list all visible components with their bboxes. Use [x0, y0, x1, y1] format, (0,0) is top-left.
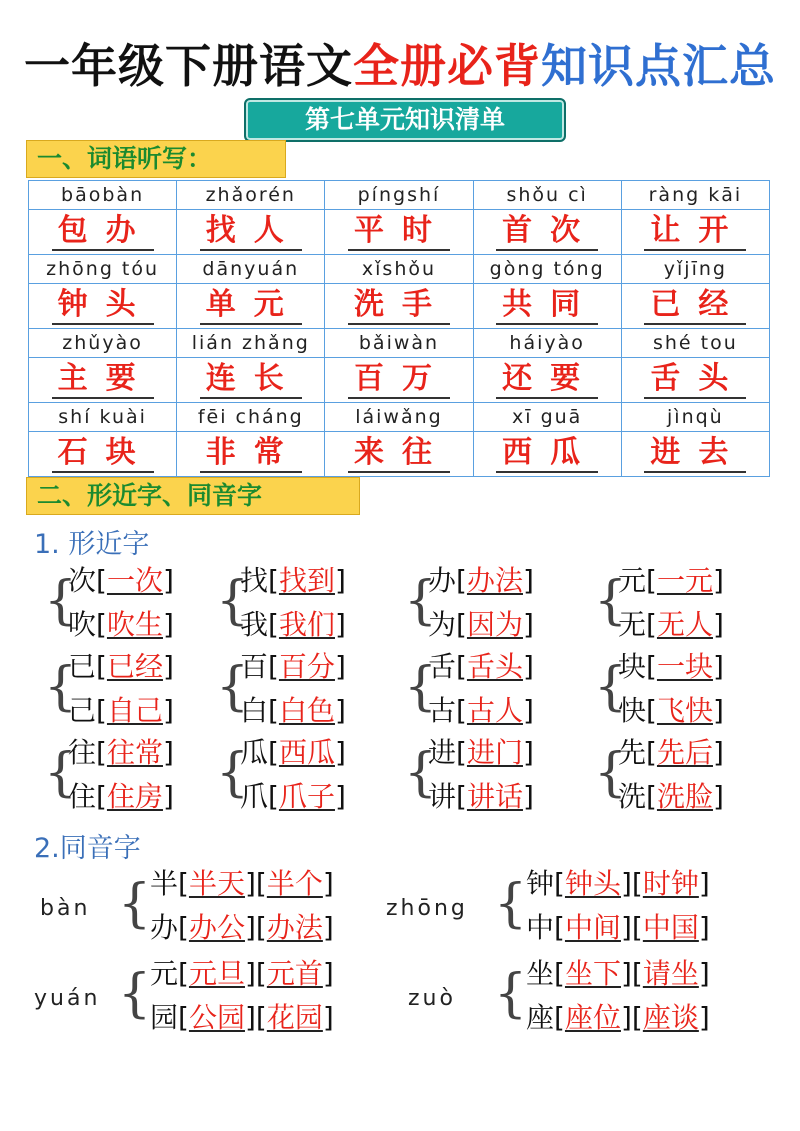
base-char: 快 — [618, 694, 647, 727]
bracket-close: ] — [162, 608, 174, 641]
hanzi-row — [29, 358, 770, 403]
example-word: 先后 — [656, 736, 713, 769]
example-word: 舌头 — [466, 650, 523, 683]
pinyin-cell: shé tou — [621, 329, 769, 358]
bracket-close: ] — [620, 911, 632, 944]
similar-char-line — [428, 735, 534, 771]
hanzi-cell — [621, 210, 769, 255]
base-char: 座 — [526, 1001, 555, 1034]
base-char: 瓜 — [240, 736, 269, 769]
example-word: 已经 — [106, 650, 163, 683]
bracket-open: [ — [255, 1001, 267, 1034]
hanzi-word: 西瓜 — [496, 435, 598, 473]
similar-char-line — [428, 779, 534, 815]
example-word: 一次 — [106, 564, 163, 597]
bracket-open: [ — [554, 867, 565, 900]
example-word: 半个 — [266, 867, 323, 900]
title-part-3: 知识点汇总 — [541, 39, 776, 93]
example-word: 洗脸 — [656, 780, 713, 813]
example-word: 因为 — [466, 608, 523, 641]
base-char: 元 — [150, 957, 179, 990]
section-header-similar: 二、形近字、同音字 — [26, 477, 360, 515]
example-word: 爪子 — [278, 780, 335, 813]
bracket-close: ] — [712, 694, 724, 727]
hanzi-word: 舌头 — [644, 361, 746, 399]
homophone-line — [526, 956, 710, 992]
hanzi-row — [29, 210, 770, 255]
bracket-open: [ — [646, 780, 657, 813]
bracket-close: ] — [712, 650, 724, 683]
hanzi-word: 洗手 — [348, 287, 450, 325]
bracket-close: ] — [334, 650, 346, 683]
pinyin-row — [29, 329, 770, 358]
hanzi-word: 主要 — [52, 361, 154, 399]
base-char: 找 — [240, 564, 269, 597]
example-word: 坐下 — [564, 957, 621, 990]
hanzi-word: 连长 — [200, 361, 302, 399]
example-word: 讲话 — [466, 780, 523, 813]
base-char: 百 — [240, 650, 269, 683]
example-word: 飞快 — [656, 694, 713, 727]
example-word: 我们 — [278, 608, 335, 641]
base-char: 往 — [68, 736, 97, 769]
similar-char-line — [428, 693, 534, 729]
example-word: 中间 — [564, 911, 621, 944]
homophone-pinyin: bàn — [40, 896, 91, 921]
bracket-open: [ — [456, 650, 467, 683]
similar-char-line — [68, 693, 174, 729]
hanzi-cell — [325, 432, 473, 477]
example-word: 中国 — [642, 911, 699, 944]
pinyin-cell: láiwǎng — [325, 403, 473, 432]
bracket-open: [ — [554, 1001, 565, 1034]
bracket-close: ] — [244, 867, 256, 900]
base-char: 己 — [68, 694, 97, 727]
bracket-close: ] — [162, 650, 174, 683]
hanzi-word: 非常 — [200, 435, 302, 473]
similar-char-line — [240, 779, 346, 815]
bracket-close: ] — [162, 780, 174, 813]
base-char: 爪 — [240, 780, 269, 813]
bracket-open: [ — [178, 957, 189, 990]
hanzi-cell — [29, 432, 177, 477]
bracket-close: ] — [322, 957, 334, 990]
brace: { — [404, 657, 438, 717]
hanzi-word: 已经 — [644, 287, 746, 325]
brace: { — [216, 571, 250, 631]
bracket-close: ] — [698, 1001, 710, 1034]
similar-char-line — [428, 563, 534, 599]
bracket-close: ] — [334, 780, 346, 813]
pinyin-cell: xī guā — [473, 403, 621, 432]
hanzi-word: 百万 — [348, 361, 450, 399]
bracket-close: ] — [162, 736, 174, 769]
similar-char-line — [68, 563, 174, 599]
pinyin-row — [29, 181, 770, 210]
bracket-open: [ — [96, 608, 107, 641]
brace: { — [216, 743, 250, 803]
title-part-2: 全册必背 — [353, 39, 541, 93]
base-char: 住 — [68, 780, 97, 813]
example-word: 花园 — [266, 1001, 323, 1034]
bracket-close: ] — [698, 911, 710, 944]
bracket-open: [ — [646, 736, 657, 769]
brace: { — [44, 743, 78, 803]
example-word: 往常 — [106, 736, 163, 769]
example-word: 座谈 — [642, 1001, 699, 1034]
subsection-similar-chars: 1. 形近字 — [34, 529, 150, 560]
hanzi-cell — [473, 432, 621, 477]
base-char: 办 — [150, 911, 179, 944]
bracket-close: ] — [244, 911, 256, 944]
example-word: 半天 — [188, 867, 245, 900]
brace: { — [594, 657, 628, 717]
bracket-open: [ — [268, 780, 279, 813]
bracket-close: ] — [522, 780, 534, 813]
example-word: 办法 — [266, 911, 323, 944]
hanzi-word: 单元 — [200, 287, 302, 325]
hanzi-cell — [473, 210, 621, 255]
bracket-open: [ — [268, 608, 279, 641]
homophone-line — [150, 1000, 334, 1036]
hanzi-cell — [29, 284, 177, 329]
base-char: 已 — [68, 650, 97, 683]
homophone-line — [150, 956, 334, 992]
unit-subtitle: 第七单元知识清单 — [244, 98, 566, 142]
similar-char-line — [68, 779, 174, 815]
bracket-close: ] — [522, 608, 534, 641]
hanzi-cell — [325, 284, 473, 329]
example-word: 吹生 — [106, 608, 163, 641]
pinyin-cell: xǐshǒu — [325, 255, 473, 284]
brace: { — [118, 874, 152, 934]
pinyin-cell: zhǔyào — [29, 329, 177, 358]
pinyin-cell: shǒu cì — [473, 181, 621, 210]
base-char: 次 — [68, 564, 97, 597]
bracket-close: ] — [712, 564, 724, 597]
brace: { — [44, 571, 78, 631]
pinyin-cell: bǎiwàn — [325, 329, 473, 358]
bracket-close: ] — [620, 957, 632, 990]
example-word: 白色 — [278, 694, 335, 727]
hanzi-cell — [621, 358, 769, 403]
bracket-close: ] — [334, 694, 346, 727]
subsection-homophones: 2.同音字 — [34, 833, 141, 864]
hanzi-cell — [473, 284, 621, 329]
example-word: 无人 — [656, 608, 713, 641]
hanzi-row — [29, 284, 770, 329]
pinyin-cell: píngshí — [325, 181, 473, 210]
base-char: 白 — [240, 694, 269, 727]
homophone-pinyin: zuò — [408, 986, 456, 1011]
bracket-close: ] — [162, 694, 174, 727]
section-header-dictation: 一、词语听写： — [26, 140, 286, 178]
hanzi-word: 让开 — [644, 213, 746, 251]
example-word: 请坐 — [642, 957, 699, 990]
homophone-line — [526, 910, 710, 946]
similar-char-line — [240, 693, 346, 729]
brace: { — [594, 743, 628, 803]
pinyin-cell: ràng kāi — [621, 181, 769, 210]
base-char: 无 — [618, 608, 647, 641]
base-char: 我 — [240, 608, 269, 641]
similar-char-line — [240, 649, 346, 685]
bracket-close: ] — [334, 564, 346, 597]
base-char: 舌 — [428, 650, 457, 683]
bracket-open: [ — [646, 650, 657, 683]
bracket-open: [ — [268, 564, 279, 597]
homophone-pinyin: yuán — [34, 986, 101, 1011]
example-word: 自己 — [106, 694, 163, 727]
bracket-open: [ — [631, 1001, 643, 1034]
bracket-close: ] — [322, 867, 334, 900]
similar-char-line — [618, 693, 724, 729]
hanzi-cell — [621, 284, 769, 329]
similar-char-line — [68, 649, 174, 685]
bracket-open: [ — [255, 867, 267, 900]
hanzi-cell — [29, 210, 177, 255]
bracket-open: [ — [268, 694, 279, 727]
hanzi-cell — [621, 432, 769, 477]
hanzi-word: 共同 — [496, 287, 598, 325]
base-char: 古 — [428, 694, 457, 727]
hanzi-word: 找人 — [200, 213, 302, 251]
bracket-open: [ — [178, 911, 189, 944]
bracket-close: ] — [522, 736, 534, 769]
similar-char-line — [618, 607, 724, 643]
hanzi-word: 进去 — [644, 435, 746, 473]
hanzi-cell — [29, 358, 177, 403]
base-char: 吹 — [68, 608, 97, 641]
example-word: 时钟 — [642, 867, 699, 900]
base-char: 中 — [526, 911, 555, 944]
bracket-close: ] — [698, 867, 710, 900]
example-word: 元首 — [266, 957, 323, 990]
bracket-open: [ — [631, 911, 643, 944]
pinyin-cell: lián zhǎng — [177, 329, 325, 358]
example-word: 一块 — [656, 650, 713, 683]
vocab-table — [28, 180, 770, 477]
example-word: 一元 — [656, 564, 713, 597]
similar-char-line — [240, 563, 346, 599]
bracket-open: [ — [554, 957, 565, 990]
hanzi-cell — [177, 432, 325, 477]
similar-char-line — [240, 735, 346, 771]
brace: { — [494, 964, 528, 1024]
hanzi-cell — [177, 210, 325, 255]
pinyin-cell: yǐjīng — [621, 255, 769, 284]
hanzi-word: 石块 — [52, 435, 154, 473]
example-word: 钟头 — [564, 867, 621, 900]
similar-char-line — [428, 649, 534, 685]
bracket-open: [ — [96, 564, 107, 597]
bracket-close: ] — [322, 911, 334, 944]
pinyin-cell: shí kuài — [29, 403, 177, 432]
similar-char-line — [428, 607, 534, 643]
homophone-pinyin: zhōng — [386, 896, 468, 921]
bracket-close: ] — [522, 564, 534, 597]
base-char: 为 — [428, 608, 457, 641]
bracket-close: ] — [698, 957, 710, 990]
similar-char-line — [240, 607, 346, 643]
base-char: 坐 — [526, 957, 555, 990]
pinyin-cell: gòng tóng — [473, 255, 621, 284]
title-part-1: 一年级下册语文 — [24, 39, 353, 93]
hanzi-word: 来往 — [348, 435, 450, 473]
example-word: 西瓜 — [278, 736, 335, 769]
bracket-close: ] — [244, 1001, 256, 1034]
bracket-open: [ — [631, 867, 643, 900]
page-title — [0, 30, 800, 96]
bracket-open: [ — [255, 957, 267, 990]
bracket-close: ] — [244, 957, 256, 990]
pinyin-cell: jìnqù — [621, 403, 769, 432]
bracket-open: [ — [456, 780, 467, 813]
bracket-open: [ — [268, 650, 279, 683]
homophone-line — [150, 910, 334, 946]
bracket-open: [ — [96, 736, 107, 769]
bracket-close: ] — [334, 608, 346, 641]
bracket-open: [ — [646, 564, 657, 597]
pinyin-cell: háiyào — [473, 329, 621, 358]
hanzi-cell — [325, 210, 473, 255]
example-word: 进门 — [466, 736, 523, 769]
hanzi-cell — [473, 358, 621, 403]
base-char: 洗 — [618, 780, 647, 813]
pinyin-cell: zhǎorén — [177, 181, 325, 210]
example-word: 百分 — [278, 650, 335, 683]
hanzi-cell — [177, 284, 325, 329]
bracket-open: [ — [96, 650, 107, 683]
base-char: 讲 — [428, 780, 457, 813]
bracket-open: [ — [178, 1001, 189, 1034]
brace: { — [404, 743, 438, 803]
similar-char-line — [618, 649, 724, 685]
example-word: 公园 — [188, 1001, 245, 1034]
hanzi-word: 包办 — [52, 213, 154, 251]
bracket-close: ] — [620, 867, 632, 900]
base-char: 钟 — [526, 867, 555, 900]
base-char: 园 — [150, 1001, 179, 1034]
pinyin-cell: bāobàn — [29, 181, 177, 210]
bracket-open: [ — [268, 736, 279, 769]
base-char: 进 — [428, 736, 457, 769]
example-word: 元旦 — [188, 957, 245, 990]
bracket-open: [ — [456, 608, 467, 641]
bracket-open: [ — [646, 694, 657, 727]
pinyin-row — [29, 255, 770, 284]
bracket-open: [ — [255, 911, 267, 944]
example-word: 找到 — [278, 564, 335, 597]
homophone-line — [526, 866, 710, 902]
bracket-close: ] — [334, 736, 346, 769]
bracket-close: ] — [322, 1001, 334, 1034]
bracket-open: [ — [631, 957, 643, 990]
example-word: 座位 — [564, 1001, 621, 1034]
hanzi-cell — [325, 358, 473, 403]
bracket-open: [ — [646, 608, 657, 641]
example-word: 办公 — [188, 911, 245, 944]
bracket-open: [ — [456, 694, 467, 727]
bracket-close: ] — [162, 564, 174, 597]
similar-char-line — [618, 779, 724, 815]
bracket-open: [ — [178, 867, 189, 900]
base-char: 元 — [618, 564, 647, 597]
bracket-open: [ — [96, 694, 107, 727]
base-char: 先 — [618, 736, 647, 769]
example-word: 住房 — [106, 780, 163, 813]
bracket-close: ] — [522, 650, 534, 683]
bracket-close: ] — [620, 1001, 632, 1034]
brace: { — [594, 571, 628, 631]
homophone-line — [526, 1000, 710, 1036]
pinyin-cell: fēi cháng — [177, 403, 325, 432]
bracket-close: ] — [522, 694, 534, 727]
brace: { — [118, 964, 152, 1024]
brace: { — [404, 571, 438, 631]
bracket-open: [ — [554, 911, 565, 944]
hanzi-word: 首次 — [496, 213, 598, 251]
base-char: 半 — [150, 867, 179, 900]
bracket-open: [ — [96, 780, 107, 813]
brace: { — [216, 657, 250, 717]
base-char: 块 — [618, 650, 647, 683]
bracket-close: ] — [712, 780, 724, 813]
similar-char-line — [68, 607, 174, 643]
pinyin-cell: dānyuán — [177, 255, 325, 284]
hanzi-word: 钟头 — [52, 287, 154, 325]
similar-char-line — [618, 563, 724, 599]
example-word: 古人 — [466, 694, 523, 727]
bracket-close: ] — [712, 736, 724, 769]
pinyin-cell: zhōng tóu — [29, 255, 177, 284]
hanzi-row — [29, 432, 770, 477]
brace: { — [494, 874, 528, 934]
bracket-open: [ — [456, 564, 467, 597]
bracket-open: [ — [456, 736, 467, 769]
pinyin-row — [29, 403, 770, 432]
similar-char-line — [618, 735, 724, 771]
bracket-close: ] — [712, 608, 724, 641]
hanzi-word: 平时 — [348, 213, 450, 251]
hanzi-cell — [177, 358, 325, 403]
brace: { — [44, 657, 78, 717]
hanzi-word: 还要 — [496, 361, 598, 399]
base-char: 办 — [428, 564, 457, 597]
example-word: 办法 — [466, 564, 523, 597]
similar-char-line — [68, 735, 174, 771]
homophone-line — [150, 866, 334, 902]
